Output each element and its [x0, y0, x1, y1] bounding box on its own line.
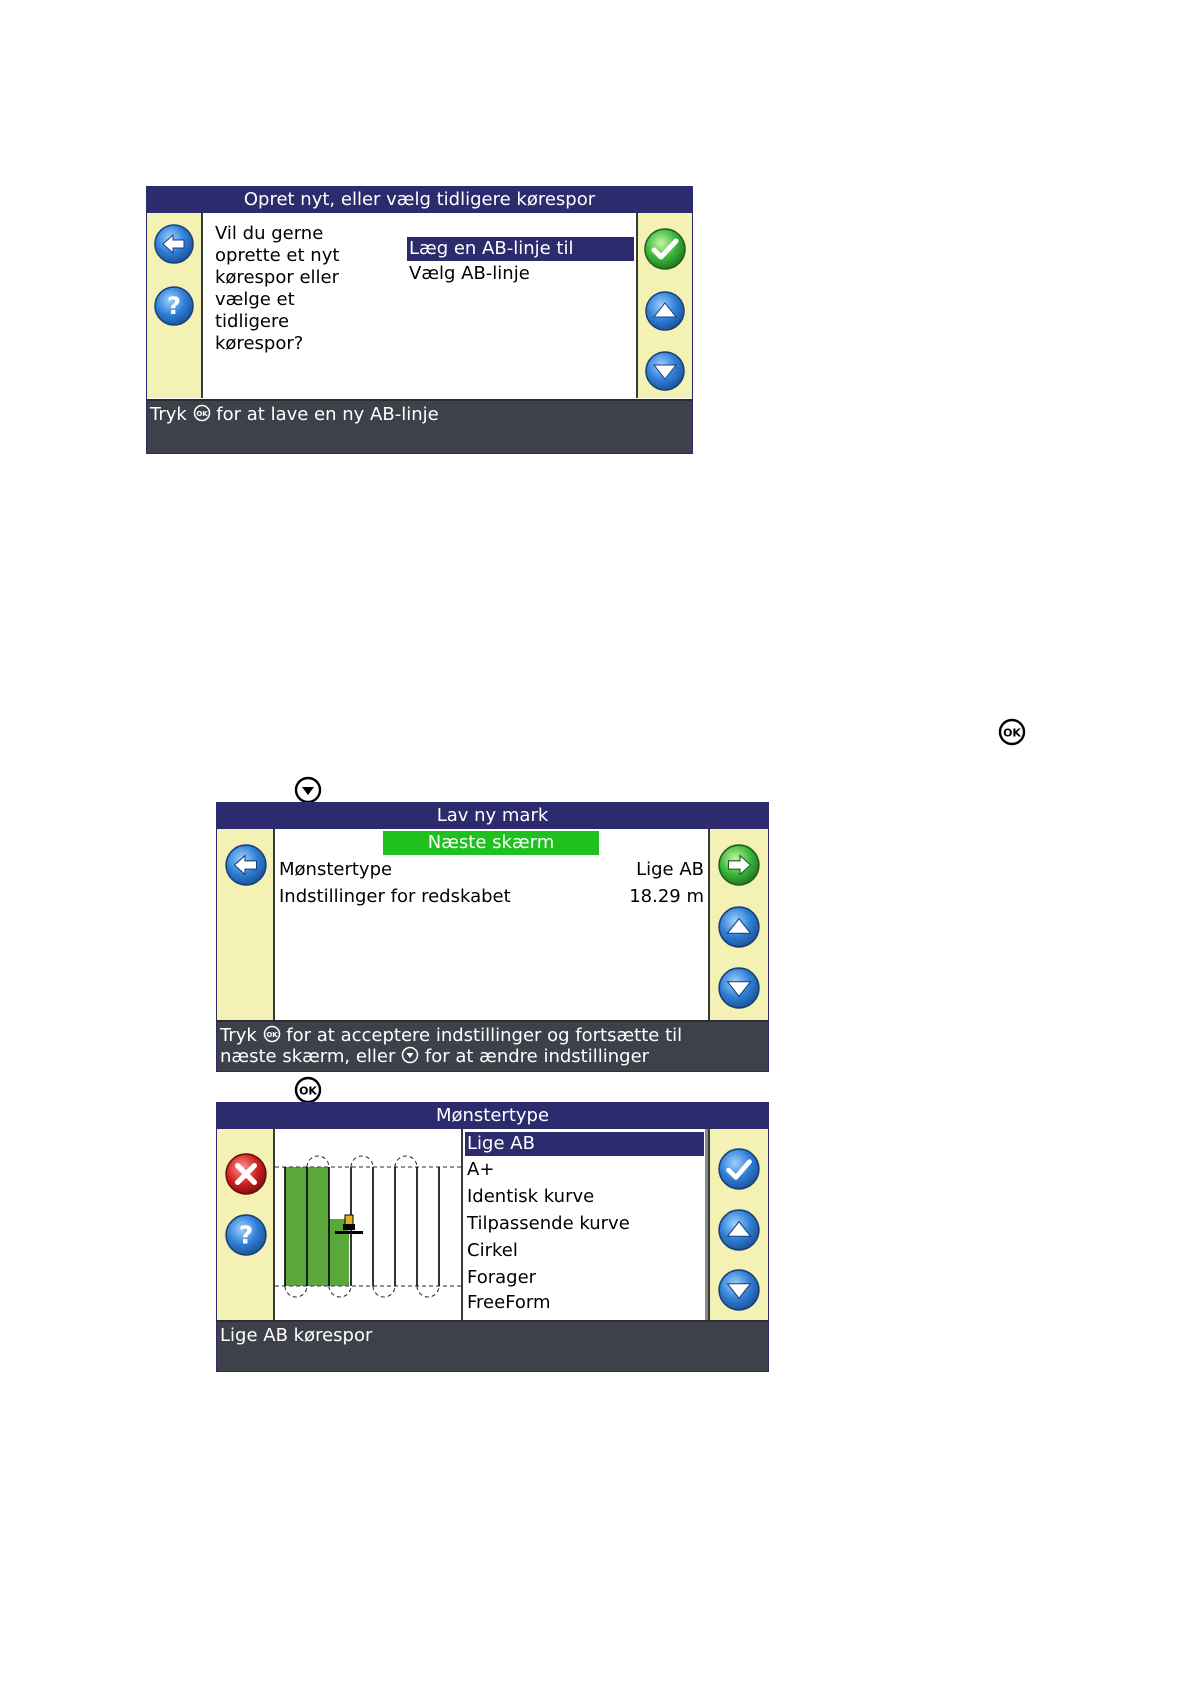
help-icon: [224, 1213, 268, 1257]
list-item[interactable]: Lige AB: [465, 1132, 704, 1156]
screen-pattern-type: [216, 1102, 769, 1372]
status-text: Tryk: [220, 1025, 257, 1046]
screen-title: Lav ny mark: [217, 803, 768, 829]
checkmark-icon: [643, 227, 687, 271]
scroll-down-button[interactable]: [644, 350, 686, 392]
cancel-button[interactable]: [224, 1152, 268, 1196]
screen-create-or-select-track: [146, 186, 693, 454]
screen-new-field: [216, 802, 769, 1072]
scroll-up-button[interactable]: [717, 905, 761, 949]
question-line: kørespor?: [215, 333, 304, 354]
status-text: næste skærm, eller: [220, 1046, 396, 1067]
status-bar: [147, 399, 692, 453]
pattern-preview: [275, 1129, 463, 1320]
pattern-list: [463, 1129, 708, 1320]
row-value: 18.29 m: [629, 886, 704, 907]
help-icon: [153, 285, 195, 327]
list-item[interactable]: A+: [467, 1159, 495, 1180]
down-arrow-icon: [644, 350, 686, 392]
up-arrow-icon: [717, 1208, 761, 1252]
status-text: for at lave en ny AB-linje: [216, 404, 439, 425]
right-button-rail: [636, 213, 692, 398]
svg-text:OK: OK: [1003, 726, 1021, 740]
svg-text:OK: OK: [265, 1031, 278, 1039]
list-item[interactable]: FreeForm: [467, 1292, 551, 1313]
scroll-up-button[interactable]: [644, 290, 686, 332]
row-label[interactable]: Mønstertype: [279, 859, 393, 880]
option-list: [407, 237, 634, 287]
row-value: Lige AB: [636, 859, 704, 880]
status-line: [220, 1046, 765, 1067]
cancel-x-icon: [224, 1152, 268, 1196]
list-item[interactable]: Forager: [467, 1267, 537, 1288]
back-button[interactable]: [224, 843, 268, 887]
ok-key-icon: [294, 1076, 322, 1104]
list-item[interactable]: Læg en AB-linje til: [407, 237, 634, 261]
svg-text:OK: OK: [195, 410, 208, 418]
status-text: Tryk: [150, 404, 187, 425]
next-button[interactable]: [717, 843, 761, 887]
straight-ab-pattern-illustration: [275, 1129, 461, 1320]
list-item[interactable]: Vælg AB-linje: [409, 263, 530, 284]
scroll-down-button[interactable]: [717, 966, 761, 1010]
back-button[interactable]: [153, 223, 195, 265]
up-arrow-icon: [717, 905, 761, 949]
svg-text:OK: OK: [299, 1084, 317, 1098]
ok-key-icon: [193, 404, 211, 422]
help-button[interactable]: [153, 285, 195, 327]
ok-key-icon: [263, 1025, 281, 1043]
down-arrow-icon: [717, 1268, 761, 1312]
question-line: oprette et nyt: [215, 245, 340, 266]
left-button-rail: [217, 829, 275, 1020]
question-line: kørespor eller: [215, 267, 340, 288]
question-line: vælge et: [215, 289, 295, 310]
scroll-up-button[interactable]: [717, 1208, 761, 1252]
content-area: [203, 213, 636, 398]
screen-title: Opret nyt, eller vælg tidligere kørespor: [147, 187, 692, 213]
down-key-icon: [401, 1046, 419, 1064]
right-button-rail: [708, 829, 768, 1020]
svg-text:?: ?: [238, 1220, 254, 1250]
status-bar: [217, 1320, 768, 1371]
status-text: Lige AB kørespor: [220, 1325, 373, 1346]
status-bar: [217, 1020, 768, 1071]
option-list: [465, 1132, 704, 1315]
up-arrow-icon: [644, 290, 686, 332]
list-item[interactable]: Cirkel: [467, 1240, 518, 1261]
status-line: [220, 1025, 765, 1046]
row-label[interactable]: Indstillinger for redskabet: [279, 886, 511, 907]
ok-key-icon: [998, 718, 1026, 746]
down-arrow-icon: [717, 966, 761, 1010]
question-text: [215, 223, 339, 355]
svg-text:?: ?: [167, 292, 181, 320]
back-arrow-icon: [153, 223, 195, 265]
help-button[interactable]: [224, 1213, 268, 1257]
list-item[interactable]: Identisk kurve: [467, 1186, 595, 1207]
screen-title: Mønstertype: [217, 1103, 768, 1129]
checkmark-icon: [717, 1147, 761, 1191]
question-line: Vil du gerne: [215, 223, 324, 244]
next-screen-item[interactable]: Næste skærm: [383, 831, 599, 855]
down-key-icon: [294, 776, 322, 804]
confirm-button[interactable]: [717, 1147, 761, 1191]
list-item[interactable]: Tilpassende kurve: [467, 1213, 630, 1234]
scroll-down-button[interactable]: [717, 1268, 761, 1312]
left-button-rail: [147, 213, 203, 398]
right-button-rail: [708, 1129, 768, 1320]
question-line: tidligere: [215, 311, 290, 332]
back-arrow-icon: [224, 843, 268, 887]
confirm-button[interactable]: [643, 227, 687, 271]
status-text: for at ændre indstillinger: [424, 1046, 650, 1067]
status-text: for at acceptere indstillinger og fortsætte til: [286, 1025, 683, 1046]
next-arrow-icon: [717, 843, 761, 887]
left-button-rail: [217, 1129, 275, 1320]
content-area: [275, 829, 708, 1020]
